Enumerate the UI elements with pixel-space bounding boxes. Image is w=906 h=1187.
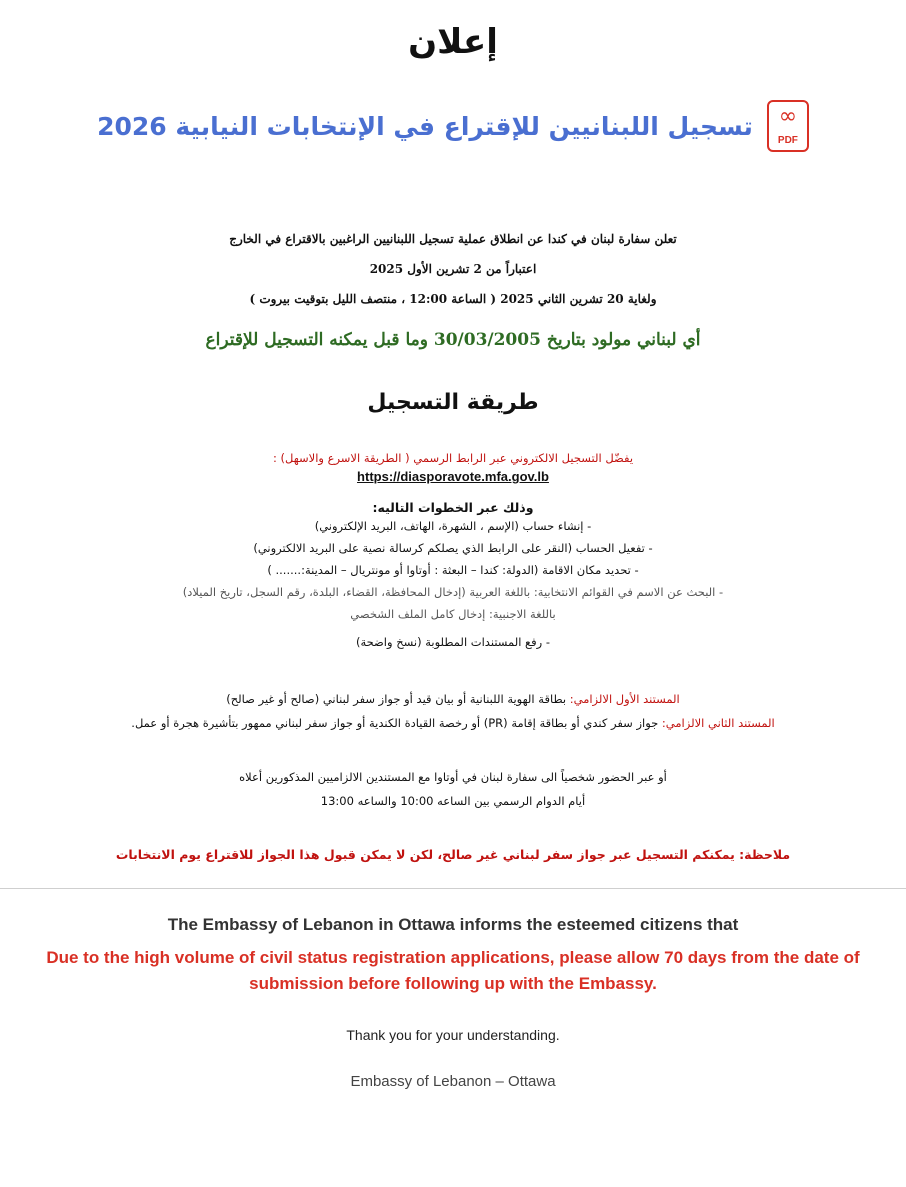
step-item: - تفعيل الحساب (النقر على الرابط الذي يصلكم كرسالة نصية على البريد الالكتروني): [253, 541, 653, 555]
intro-line-3: ولغاية 20 تشرين الثاني 2025 ( الساعة 12:00 ، منتصف الليل بتوقيت بيروت ): [249, 292, 657, 306]
note-text: ملاحظة: يمكنكم التسجيل عبر جواز سفر لبناني غير صالح، لكن لا يمكن قبول هذا الجواز للاقتراع يوم الانتخابات: [115, 847, 791, 862]
step-item: - إنشاء حساب (الإسم ، الشهرة، الهاتف، البريد الإلكتروني): [314, 519, 592, 533]
step-item: - تحديد مكان الاقامة (الدولة: كندا – البعثة : أوتاوا أو مونتريال – المدينة:....... ): [267, 563, 639, 577]
english-thanks: Thank you for your understanding.: [346, 1027, 560, 1043]
steps-heading: وذلك عبر الخطوات التاليه:: [372, 500, 534, 515]
intro-line-1: تعلن سفارة لبنان في كندا عن انطلاق عملية تسجيل اللبنانيين الراغبين بالاقتراع في الخارج: [229, 232, 677, 246]
document-1: [0, 687, 906, 711]
hero-row: [0, 98, 906, 154]
pdf-icon-label: PDF: [777, 135, 798, 146]
step-item: - رفع المستندات المطلوبة (نسخ واضحة): [355, 635, 551, 649]
visit-line-1: أو عبر الحضور شخصياً الى سفارة لبنان في أوتاوا مع المستندين الالزاميين المذكورين أعلاه: [239, 770, 667, 784]
document-2-text: جواز سفر كندي أو بطاقة إقامة (PR) أو رخصة القيادة الكندية أو جواز سفر لبناني ممهور بتأشيرة هجرة أو عمل.: [131, 716, 662, 730]
english-intro: The Embassy of Lebanon in Ottawa informs the esteemed citizens that: [167, 915, 739, 934]
page-title: إعلان: [408, 22, 498, 62]
intro-line-2: اعتباراً من 2 تشرين الأول 2025: [369, 262, 537, 276]
hero-title: تسجيل اللبنانيين للإقتراع في الإنتخابات النيابية 2026: [97, 111, 753, 141]
pdf-file-icon[interactable]: [767, 100, 809, 152]
eligibility-text: أي لبناني مولود بتاريخ 30/03/2005 وما قبل يمكنه التسجيل للإقتراع: [205, 330, 701, 350]
document-1-label: المستند الأول الالزامي:: [569, 692, 680, 706]
method-heading: طريقة التسجيل: [367, 390, 539, 415]
english-signature: Embassy of Lebanon – Ottawa: [350, 1073, 556, 1090]
step-item: - البحث عن الاسم في القوائم الانتخابية: باللغة العربية (إدخال المحافظة، القضاء، البلدة، رقم السجل، تاريخ الميلاد): [182, 585, 724, 599]
document-1-text: بطاقة الهوية اللبنانية أو بيان قيد أو جواز سفر لبناني (صالح أو غير صالح): [226, 692, 570, 706]
document-2: [0, 711, 906, 735]
acrobat-glyph-icon: ∞: [778, 104, 798, 129]
registration-link[interactable]: https://diasporavote.mfa.gov.lb: [357, 469, 549, 484]
english-alert: Due to the high volume of civil status registration applications, please allow 70 days from the date of submission before following up with the Embassy.: [46, 948, 860, 993]
document-2-label: المستند الثاني الالزامي:: [661, 716, 775, 730]
visit-info: [0, 765, 906, 813]
step-item: باللغة الاجنبية: إدخال كامل الملف الشخصي: [350, 607, 556, 621]
visit-line-2: أيام الدوام الرسمي بين الساعه 10:00 والساعه 13:00: [320, 794, 586, 808]
prefer-online-text: يفضّل التسجيل الالكتروني عبر الرابط الرسمي ( الطريقة الاسرع والاسهل) :: [272, 451, 634, 465]
divider: [0, 888, 906, 889]
